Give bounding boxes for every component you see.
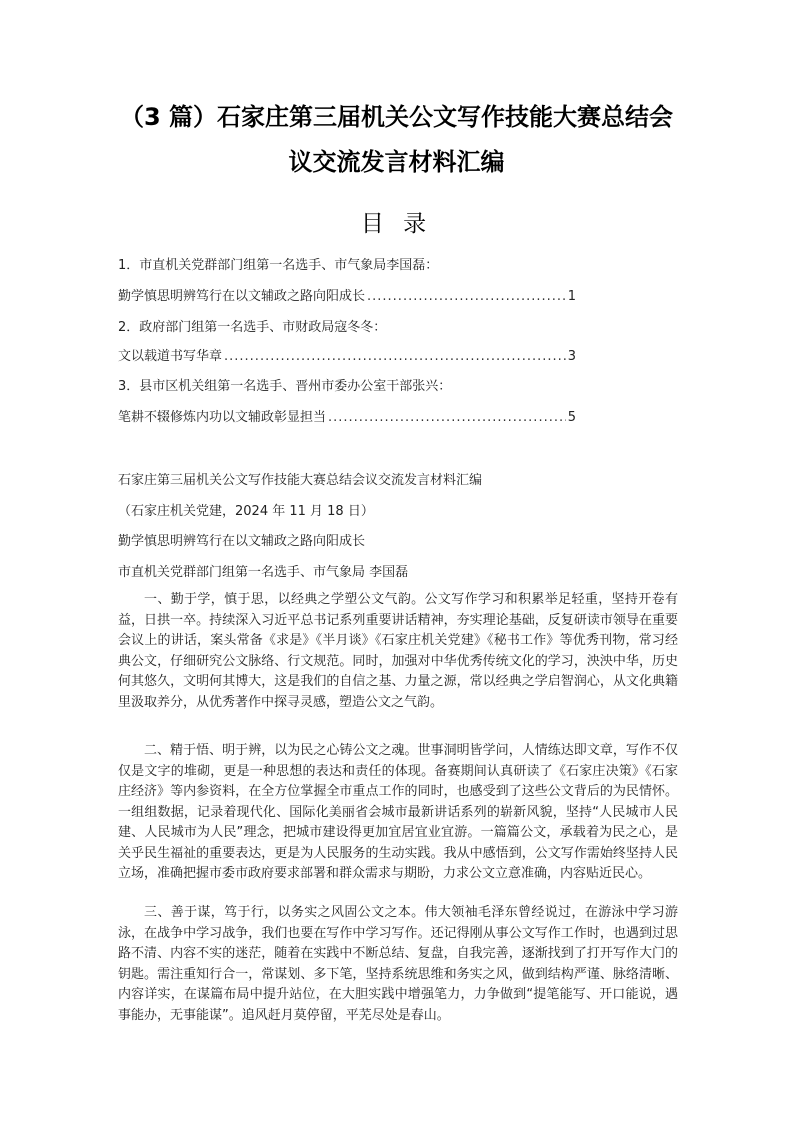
toc-entry-1[interactable] [118,285,576,304]
toc-entry-title: 文以载道书写华章 [118,349,223,364]
body-document-title: 石家庄第三届机关公文写作技能大赛总结会议交流发言材料汇编 [118,473,483,488]
toc-entry-3-author: 3．县市区机关组第一名选手、晋州市委办公室干部张兴： [118,379,452,394]
toc-entry-2[interactable] [118,345,576,364]
author-byline: 市直机关党群部门组第一名选手、市气象局 李国磊 [118,565,409,580]
document-title-line-1: （3 篇）石家庄第三届机关公文写作技能大赛总结会 [119,103,674,131]
document-title-line-2: 议交流发言材料汇编 [288,148,505,176]
toc-leader-dots [367,289,566,304]
toc-leader-dots [224,349,566,364]
toc-page-number: 1 [567,289,576,304]
body-paragraph-2: 二、精于悟、明于辨，以为民之心铸公文之魂。世事洞明皆学问，人情练达即文章，写作不仅仅是文字的堆砌，更是一种思想的表达和责任的体现。备赛期间认真研读了《石家庄决策》《石家庄经济》等内参资料，在全方位掌握全市重点工作的同时，也感受到了这些公文背后的为民情怀。一组组数据，记录着现代化、国际化美丽省会城市最新讲话系列的崭新风貌，坚持“人民城市人民建、人民城市为人民”理念，把城市建设得更加宜居宜业宜游。一篇篇公文，承载着为民之心，是关乎民生福祉的重要表达，更是为人民服务的生动实践。我从中感悟到，公文写作需始终坚持人民立场，准确把握市委市政府要求部署和群众需求与期盼，力求公文立意准确，内容贴近民心。 [118,743,678,881]
toc-heading: 目 录 [360,211,433,237]
article-title: 勤学慎思明辨笃行在以文辅政之路向阳成长 [118,534,366,549]
toc-entry-3[interactable] [118,406,576,425]
body-paragraph-1: 一、勤于学，慎于思，以经典之学塑公文气韵。公文写作学习和积累举足轻重，坚持开卷有益，日拱一卒。持续深入习近平总书记系列重要讲话精神，夯实理论基础，反复研读市领导在重要会议上的讲话，案头常备《求是》《半月谈》《石家庄机关党建》《秘书工作》等优秀刊物，常习经典公文，仔细研究公文脉络、行文规范。同时，加强对中华优秀传统文化的学习，泱泱中华，历史何其悠久，文明何其博大，这是我们的自信之基、力量之源，常以经典之学启智润心，从文化典籍里汲取养分，从优秀著作中探寻灵感，塑造公文之气韵。 [118,592,678,710]
toc-entry-title: 勤学慎思明辨笃行在以文辅政之路向阳成长 [118,289,366,304]
toc-entry-2-author: 2．政府部门组第一名选手、市财政局寇冬冬： [118,320,387,335]
toc-entry-title: 笔耕不辍修炼内功以文辅政彰显担当 [118,410,327,425]
toc-entry-1-author: 1．市直机关党群部门组第一名选手、市气象局李国磊： [118,258,439,273]
toc-page-number: 5 [567,410,576,425]
body-paragraph-3: 三、善于谋，笃于行，以务实之风固公文之本。伟大领袖毛泽东曾经说过，在游泳中学习游泳，在战争中学习战争，我们也要在写作中学习写作。还记得刚从事公文写作工作时，也遇到过思路不清、内容不实的迷茫，随着在实践中不断总结、复盘，自我完善，逐渐找到了打开写作大门的钥匙。需注重知行合一，常谋划、多下笔，坚持系统思维和务实之风，做到结构严谨、脉络清晰、内容详实，在谋篇布局中提升站位，在大胆实践中增强笔力，力争做到“提笔能写、开口能说，遇事能办，无事能谋”。追风赶月莫停留，平芜尽处是春山。 [118,905,678,1023]
source-line: （石家庄机关党建，2024 年 11 月 18 日） [118,504,374,519]
toc-leader-dots [328,410,566,425]
toc-page-number: 3 [567,349,576,364]
